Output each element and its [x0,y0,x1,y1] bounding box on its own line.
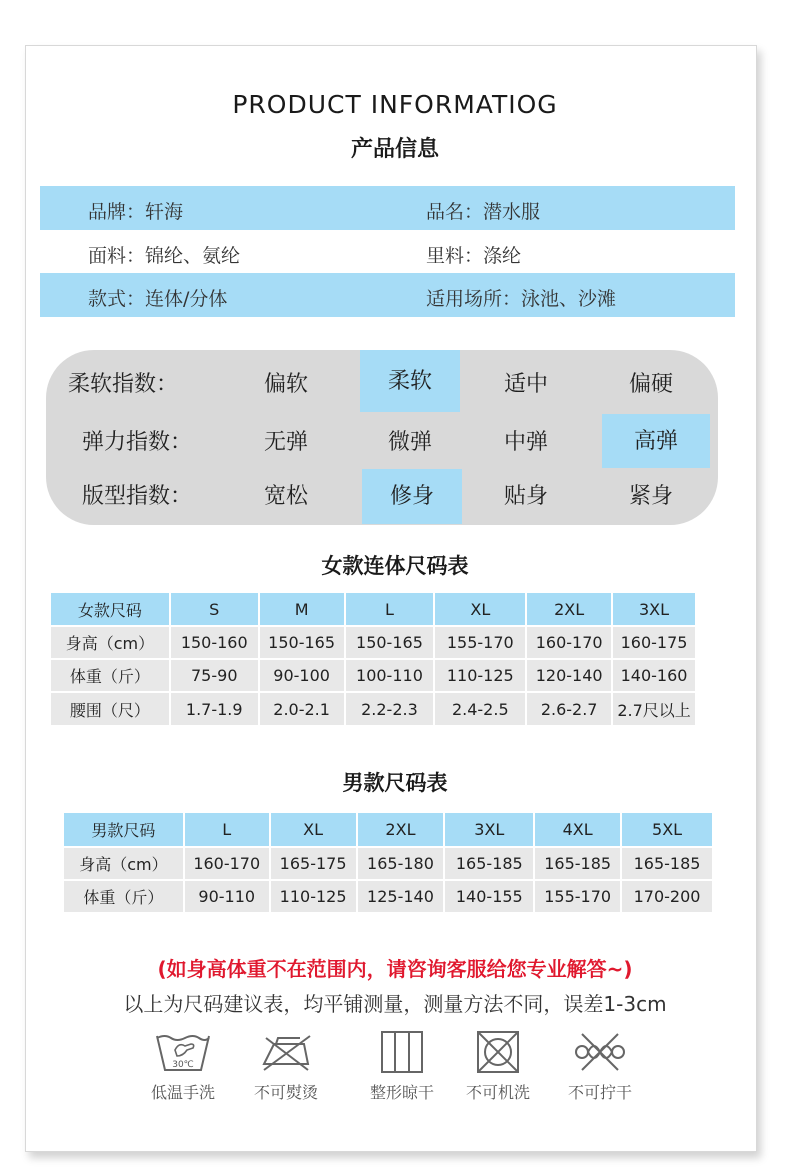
care-label: 不可熨烫 [253,1083,318,1102]
softness-option-selected: 柔软 [360,350,460,412]
table-cell: 2.4-2.5 [434,692,526,726]
care-label: 整形晾干 [369,1083,434,1102]
table-cell: 165-180 [357,847,445,880]
table-cell: 160-170 [526,626,612,659]
care-no-machine-wash [453,1030,543,1103]
fit-option-4: 紧身 [628,484,673,509]
header-cell: M [259,593,345,626]
header-cell: 2XL [526,593,612,626]
table-cell: 155-170 [534,880,621,913]
header-cell: 女款尺码 [51,593,170,626]
table-row [64,880,713,913]
table-cell: 1.7-1.9 [170,692,259,726]
no-wring-icon [568,1030,632,1074]
women-size-table [51,593,697,727]
fit-option-3: 贴身 [503,484,548,509]
table-cell: 2.6-2.7 [526,692,612,726]
elasticity-option-3: 中弹 [503,430,548,455]
table-cell: 体重（斤） [64,880,184,913]
header-cell: 4XL [534,813,621,847]
header-cell: 3XL [612,593,696,626]
size-advice-note: (如身高体重不在范围内，请咨询客服给您专业解答~) [157,957,633,981]
lining-text: 里料：涤纶 [426,245,522,267]
no-iron-icon [256,1030,316,1074]
table-cell: 体重（斤） [51,659,170,692]
table-cell: 150-165 [259,626,345,659]
table-cell: 75-90 [170,659,259,692]
table-cell: 身高（cm） [51,626,170,659]
table-cell: 155-170 [434,626,526,659]
table-cell: 125-140 [357,880,445,913]
table-row [51,659,696,692]
table-row [51,626,696,659]
table-cell: 110-125 [434,659,526,692]
table-cell: 165-175 [270,847,357,880]
info-row-style [40,273,735,317]
header-cell: L [345,593,435,626]
no-machine-wash-icon [468,1030,528,1074]
measurement-note: 以上为尺码建议表，均平铺测量，测量方法不同，误差1-3cm [123,992,667,1016]
header-cell: S [170,593,259,626]
fit-option-selected: 修身 [362,469,462,524]
table-cell: 2.0-2.1 [259,692,345,726]
table-row [51,692,696,726]
care-dry-flat [357,1030,447,1103]
care-label: 不可机洗 [465,1083,530,1102]
table-cell: 腰围（尺） [51,692,170,726]
table-cell: 90-110 [184,880,270,913]
care-no-wring [555,1030,645,1103]
table-cell: 165-185 [621,847,713,880]
elasticity-option-1: 无弹 [263,430,308,455]
table-header-row [51,593,696,626]
elasticity-label: 弹力指数： [82,430,193,455]
table-cell: 90-100 [259,659,345,692]
table-header-row [64,813,713,847]
table-row [64,847,713,880]
brand-text: 品牌：轩海 [88,201,184,223]
table-cell: 165-185 [534,847,621,880]
care-label: 低温手洗 [150,1083,215,1102]
care-no-iron [241,1030,331,1103]
women-size-title: 女款连体尺码表 [321,554,469,578]
table-cell: 160-170 [184,847,270,880]
header-cell: XL [270,813,357,847]
table-cell: 140-155 [444,880,534,913]
softness-option-4: 偏硬 [628,372,673,397]
fit-option-1: 宽松 [263,484,308,509]
fit-label: 版型指数： [82,484,193,509]
venue-text: 适用场所：泳池、沙滩 [426,288,617,310]
title-chinese: 产品信息 [350,137,439,162]
men-size-table [64,813,714,914]
softness-label: 柔软指数： [68,372,179,397]
men-size-title: 男款尺码表 [342,771,448,795]
fabric-text: 面料：锦纶、氨纶 [88,245,241,267]
header-cell: 2XL [357,813,445,847]
elasticity-option-selected: 高弹 [602,414,710,468]
hand-wash-30-icon [153,1030,213,1074]
wash-temp-text: 30℃ [172,1060,194,1070]
table-cell: 140-160 [612,659,696,692]
table-cell: 160-175 [612,626,696,659]
header-cell: 男款尺码 [64,813,184,847]
table-cell: 身高（cm） [64,847,184,880]
table-cell: 165-185 [444,847,534,880]
table-cell: 150-165 [345,626,435,659]
header-cell: L [184,813,270,847]
table-cell: 110-125 [270,880,357,913]
title-english: PRODUCT INFORMATIOG [232,90,558,119]
fit-index-panel [46,350,718,525]
table-cell: 120-140 [526,659,612,692]
care-hand-wash [138,1030,228,1103]
info-row-brand [40,186,735,230]
elasticity-option-2: 微弹 [387,430,432,455]
header-cell: XL [434,593,526,626]
softness-option-3: 适中 [503,372,548,397]
table-cell: 150-160 [170,626,259,659]
product-name-text: 品名：潜水服 [426,201,541,223]
header-cell: 5XL [621,813,713,847]
table-cell: 2.2-2.3 [345,692,435,726]
table-cell: 100-110 [345,659,435,692]
style-text: 款式：连体/分体 [88,288,228,310]
dry-flat-icon [372,1030,432,1074]
header-cell: 3XL [444,813,534,847]
softness-option-1: 偏软 [263,372,308,397]
table-cell: 2.7尺以上 [612,692,696,726]
care-label: 不可拧干 [567,1083,632,1102]
info-row-fabric [40,230,735,274]
table-cell: 170-200 [621,880,713,913]
